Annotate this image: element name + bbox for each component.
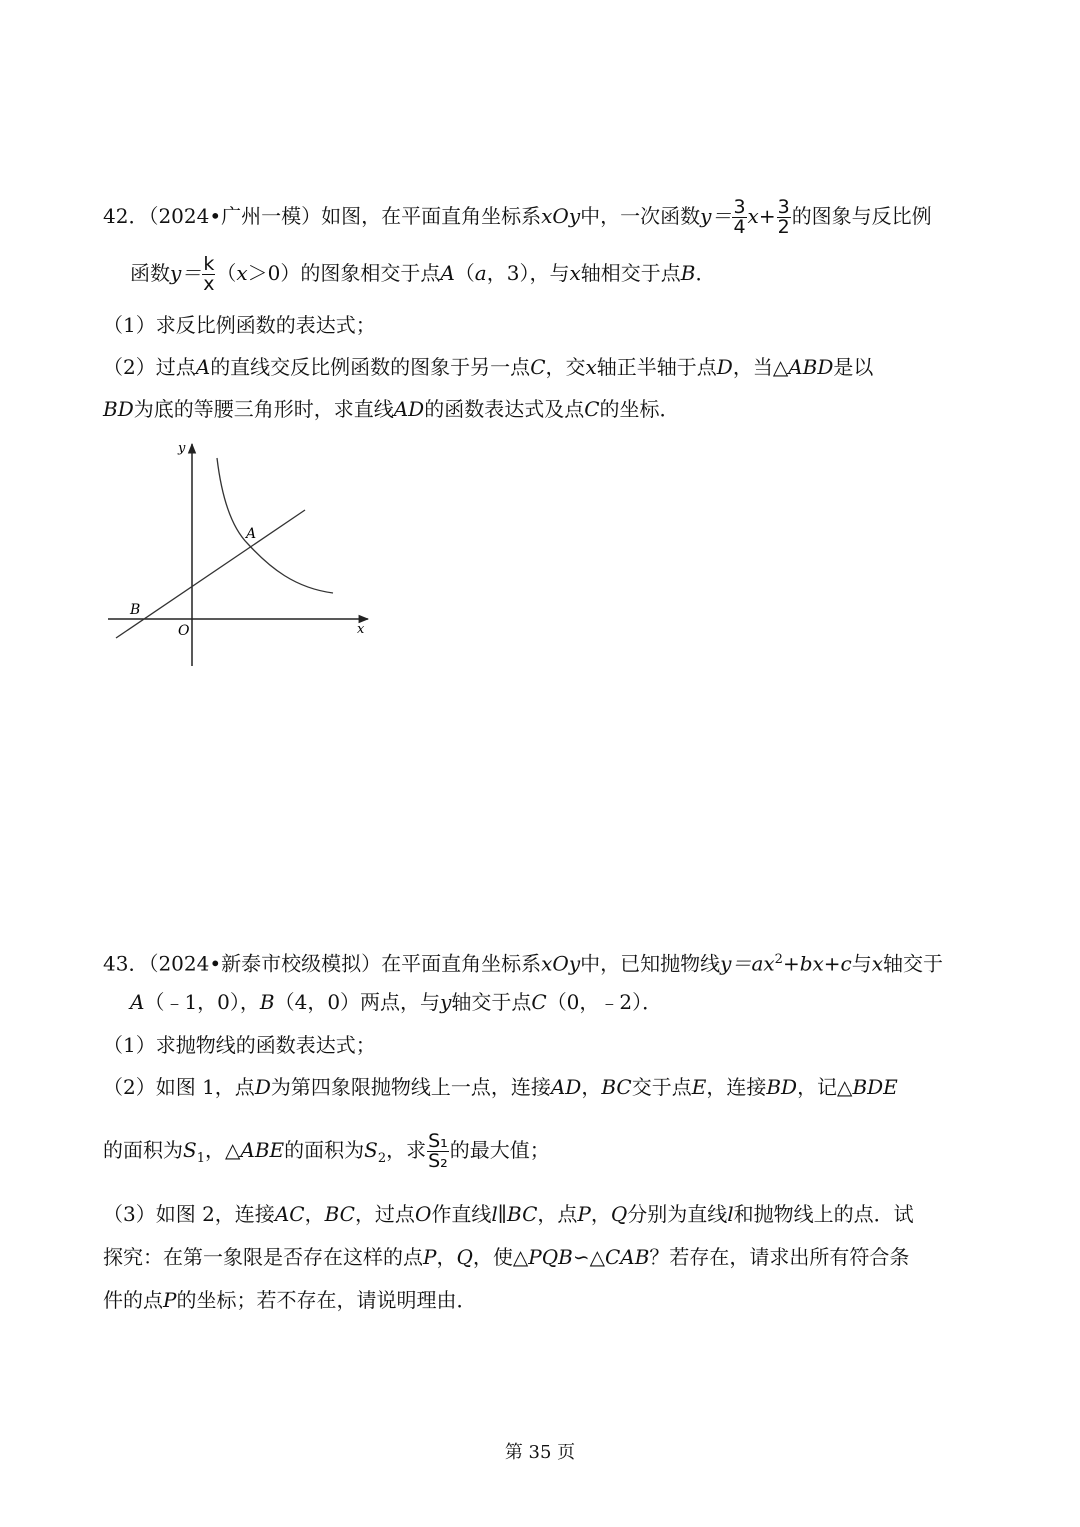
- q42-line-2: 函数y＝ $\frac{k}{x}$ （x＞0）的图象相交于点A（a，3），与x轴相交于点B．: [130, 253, 716, 295]
- q43-part-3-line-2: 探究：在第一象限是否存在这样的点P，Q，使△PQB∽△CAB？若存在，请求出所有符合条: [103, 1245, 910, 1269]
- q43-part-1: （1）求抛物线的函数表达式；: [103, 1033, 376, 1057]
- q43-line-1: 43．（2024•新泰市校级模拟）在平面直角坐标系xOy中，已知抛物线$y=ax^2+bx+c$与x轴交于: [103, 951, 944, 976]
- fraction-s1-s2: $\frac{\text{S₁}}{\text{S₂}}$: [428, 1130, 448, 1172]
- q43-line-2: A（﹣1，0），B（4，0）两点，与y轴交于点C（0，﹣2）．: [130, 990, 663, 1014]
- q42-line-1: 42．（2024•广州一模）如图，在平面直角坐标系xOy中，一次函数y＝ $\frac{3}{4}$ x+ $\frac{3}{2}$ 的图象与反比例: [103, 196, 932, 238]
- fraction-3-2: $\frac{3}{2}$: [777, 196, 790, 238]
- label-o: O: [178, 623, 190, 639]
- fraction-k-x: $\frac{k}{x}$: [203, 253, 215, 295]
- label-b: B: [130, 602, 141, 618]
- page-number: 第 35 页: [504, 1442, 576, 1463]
- label-x: x: [357, 622, 365, 637]
- q42-part-2-line-1: （2）过点A的直线交反比例函数的图象于另一点C，交x轴正半轴于点D，当△ABD是以: [103, 355, 874, 379]
- q43-part-3-line-3: 件的点P的坐标；若不存在，请说明理由．: [103, 1288, 477, 1312]
- fraction-3-4: $\frac{3}{4}$: [733, 196, 746, 238]
- q43-part-2-line-2: 的面积为$S_1$，△ABE的面积为$S_2$，求 $\frac{\text{S₁}}{\text{S₂}}$ 的最大值；: [103, 1130, 550, 1172]
- q42-part-1: （1）求反比例函数的表达式；: [103, 313, 376, 337]
- q42-figure: [100, 430, 385, 675]
- label-y: y: [178, 441, 186, 456]
- q42-part-2-line-2: BD为底的等腰三角形时，求直线AD的函数表达式及点C的坐标．: [103, 397, 680, 421]
- q43-part-2-line-1: （2）如图 1，点D为第四象限抛物线上一点，连接AD，BC交于点E，连接BD，记△BDE: [103, 1075, 898, 1099]
- q43-part-3-line-1: （3）如图 2，连接AC，BC，过点O作直线l∥BC，点P，Q分别为直线l和抛物线上的点．试: [103, 1202, 914, 1226]
- label-a: A: [246, 526, 257, 542]
- hyperbola-curve: [217, 458, 333, 593]
